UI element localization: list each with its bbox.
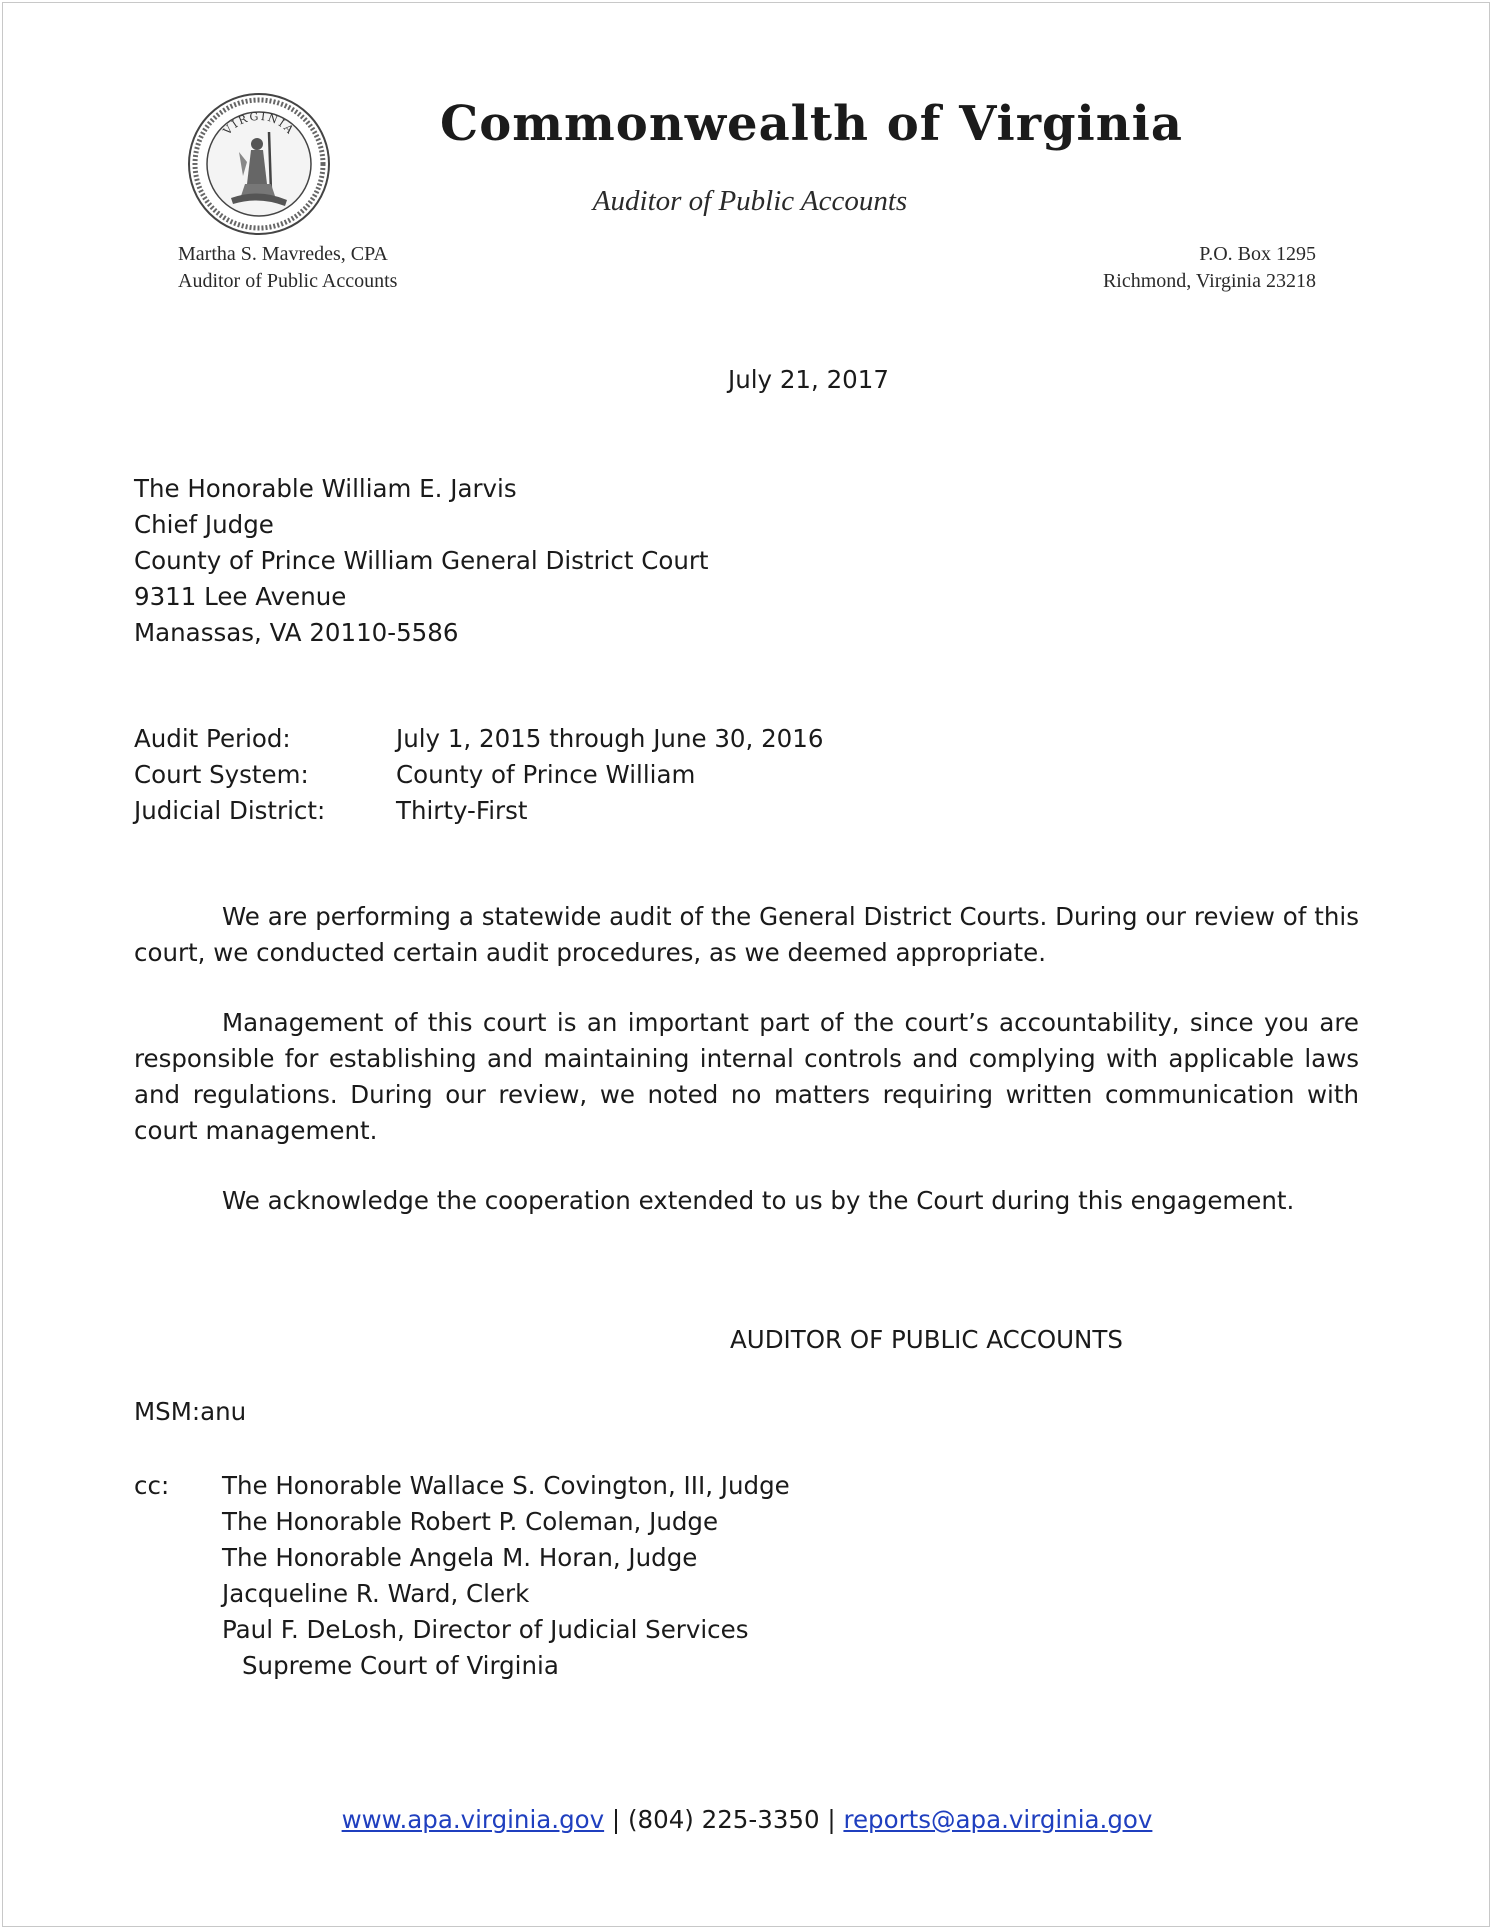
cc-recipient: Jacqueline R. Ward, Clerk <box>222 1579 530 1608</box>
cc-recipient: The Honorable Wallace S. Covington, III, Judge <box>222 1471 790 1500</box>
cc-block <box>134 1468 790 1684</box>
audit-info-row <box>134 793 823 829</box>
addressee-line: 9311 Lee Avenue <box>134 582 347 611</box>
audit-info-value: County of Prince William <box>396 760 696 789</box>
body-paragraph: We are performing a statewide audit of the General District Courts. During our review of this court, we conducted certain audit procedures, as we deemed appropriate. <box>134 902 1359 967</box>
letter-date: July 21, 2017 <box>728 365 889 394</box>
cc-recipient: The Honorable Robert P. Coleman, Judge <box>222 1507 719 1536</box>
svg-text:VIRGINIA: VIRGINIA <box>220 109 298 138</box>
audit-info-label: Judicial District: <box>134 796 326 825</box>
audit-info-value: Thirty-First <box>396 796 528 825</box>
body-paragraph: We acknowledge the cooperation extended to us by the Court during this engagement. <box>222 1186 1295 1215</box>
phone-number: (804) 225-3350 <box>627 1805 820 1834</box>
audit-info-row <box>134 757 823 793</box>
signature-block: AUDITOR OF PUBLIC ACCOUNTS <box>730 1325 1123 1354</box>
audit-info-value: July 1, 2015 through June 30, 2016 <box>396 724 824 753</box>
cc-label: cc: <box>134 1471 170 1500</box>
masthead-title: Commonwealth of Virginia <box>440 96 1184 152</box>
footer-separator: | <box>604 1805 628 1834</box>
mailing-address-block <box>1103 241 1316 295</box>
addressee-line: Chief Judge <box>134 510 274 539</box>
footer-separator: | <box>819 1805 844 1834</box>
footer-contact <box>0 1805 1494 1834</box>
addressee-line: County of Prince William General District Court <box>134 546 709 575</box>
audit-info-label: Court System: <box>134 760 309 789</box>
audit-info-label: Audit Period: <box>134 724 291 753</box>
cc-recipient: Paul F. DeLosh, Director of Judicial Services <box>222 1615 749 1644</box>
virginia-seal-logo <box>187 92 331 236</box>
addressee-block <box>134 471 709 651</box>
auditor-title: Auditor of Public Accounts <box>178 270 398 292</box>
addressee-line: The Honorable William E. Jarvis <box>134 474 517 503</box>
cc-recipient-subline: Supreme Court of Virginia <box>242 1651 559 1680</box>
cc-recipient: The Honorable Angela M. Horan, Judge <box>222 1543 698 1572</box>
city-state-zip: Richmond, Virginia 23218 <box>1102 270 1316 292</box>
audit-info-block <box>134 721 823 829</box>
addressee-line: Manassas, VA 20110-5586 <box>134 618 459 647</box>
audit-info-row <box>134 721 823 757</box>
auditor-name-block <box>178 241 397 295</box>
po-box: P.O. Box 1295 <box>1199 243 1316 265</box>
letter-body <box>134 899 1359 1253</box>
cc-recipients <box>222 1468 790 1684</box>
body-paragraph: Management of this court is an important part of the court’s accountability, since you are responsible for establishing and maintaining internal controls and complying with applicable laws and regulations. During our review, we noted no matters requiring written communication with court management. <box>134 1008 1359 1145</box>
auditor-name: Martha S. Mavredes, CPA <box>178 243 388 265</box>
email-link[interactable]: reports@apa.virginia.gov <box>843 1805 1153 1834</box>
masthead-subtitle: Auditor of Public Accounts <box>592 185 908 217</box>
reference-initials: MSM:anu <box>134 1397 247 1426</box>
website-link[interactable]: www.apa.virginia.gov <box>341 1805 605 1834</box>
